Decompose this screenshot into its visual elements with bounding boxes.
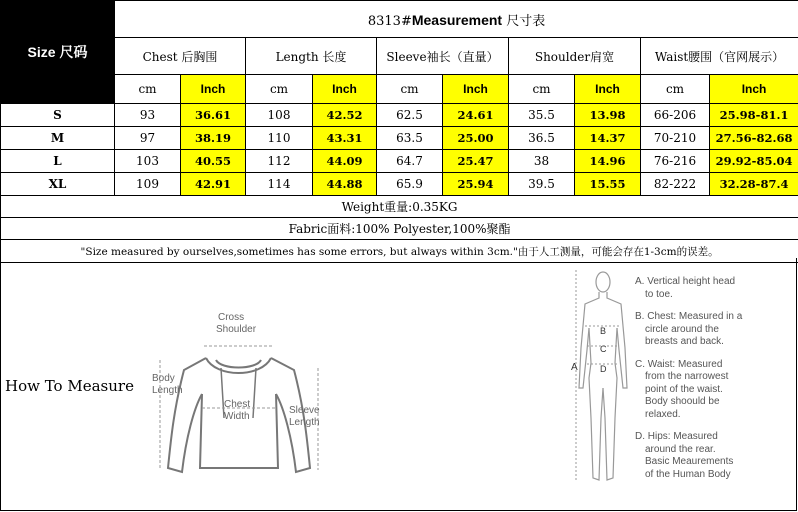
value-cell: 70-210 — [641, 127, 710, 150]
unit-inch: Inch — [181, 75, 246, 104]
how-to-measure-section — [0, 258, 797, 511]
value-cell: 35.5 — [509, 104, 575, 127]
body-point-c: C — [600, 344, 607, 354]
cross-shoulder-label-2: Shoulder — [216, 324, 257, 335]
value-cell: 36.5 — [509, 127, 575, 150]
weight-info: Weight重量:0.35KG — [1, 196, 798, 218]
body-point-b: B — [600, 326, 607, 336]
col-length: Length 长度 — [246, 38, 377, 75]
unit-inch: Inch — [710, 75, 798, 104]
value-cell: 64.7 — [377, 150, 443, 173]
value-cell: 65.9 — [377, 173, 443, 196]
value-cell: 109 — [115, 173, 181, 196]
value-cell: 82-222 — [641, 173, 710, 196]
col-shoulder: Shoulder肩宽 — [509, 38, 641, 75]
value-cell: 66-206 — [641, 104, 710, 127]
measurement-notes — [635, 276, 795, 487]
value-cell: 110 — [246, 127, 313, 150]
value-cell: 40.55 — [181, 150, 246, 173]
value-cell: 93 — [115, 104, 181, 127]
unit-cm: cm — [509, 75, 575, 104]
value-cell: 38.19 — [181, 127, 246, 150]
value-cell: 15.55 — [575, 173, 641, 196]
col-chest: Chest 后胸围 — [115, 38, 246, 75]
sleeve-length-label-1: Sleeve — [289, 405, 320, 416]
body-length-label-1: Body — [152, 373, 175, 384]
unit-cm: cm — [246, 75, 313, 104]
chest-width-label-1: Chest — [224, 399, 251, 410]
value-cell: 108 — [246, 104, 313, 127]
value-cell: 25.00 — [443, 127, 509, 150]
fabric-info: Fabric面料:100% Polyester,100%聚酯 — [1, 218, 798, 240]
value-cell: 25.98-81.1 — [710, 104, 798, 127]
body-point-a: A — [571, 362, 578, 373]
unit-inch: Inch — [575, 75, 641, 104]
value-cell: 25.47 — [443, 150, 509, 173]
value-cell: 112 — [246, 150, 313, 173]
note-chest: B. Chest: Measured in a circle around the breasts and back. — [635, 311, 743, 347]
value-cell: 114 — [246, 173, 313, 196]
disclaimer-note: "Size measured by ourselves,sometimes has some errors, but always within 3cm."由于人工测量，可能会存在1-3cm的误差。 — [1, 240, 798, 263]
body-length-label-2: Length — [152, 385, 183, 396]
size-cell: L — [1, 150, 115, 173]
chart-title: 8313#Measurement 尺寸表 — [115, 1, 798, 38]
size-cell: M — [1, 127, 115, 150]
body-point-d: D — [600, 364, 607, 374]
unit-cm: cm — [377, 75, 443, 104]
cross-shoulder-label-1: Cross — [218, 312, 245, 323]
how-to-measure-label: How To Measure — [5, 377, 134, 395]
value-cell: 42.91 — [181, 173, 246, 196]
value-cell: 24.61 — [443, 104, 509, 127]
sweater-measure-diagram — [146, 298, 336, 498]
table-row — [1, 173, 798, 196]
chest-width-label-2: Width — [224, 411, 250, 422]
size-cell: XL — [1, 173, 115, 196]
unit-cm: cm — [115, 75, 181, 104]
size-cell: S — [1, 104, 115, 127]
value-cell: 13.98 — [575, 104, 641, 127]
value-cell: 25.94 — [443, 173, 509, 196]
unit-inch: Inch — [313, 75, 377, 104]
value-cell: 38 — [509, 150, 575, 173]
value-cell: 42.52 — [313, 104, 377, 127]
value-cell: 39.5 — [509, 173, 575, 196]
size-header: Size 尺码 — [1, 1, 115, 104]
table-row — [1, 104, 798, 127]
note-waist: C. Waist: Measured from the narrowest point of the waist. Body shoould be relaxed. — [635, 358, 729, 420]
value-cell: 62.5 — [377, 104, 443, 127]
value-cell: 14.37 — [575, 127, 641, 150]
note-height: A. Vertical height head to toe. — [635, 276, 736, 300]
table-row — [1, 150, 798, 173]
note-hips: D. Hips: Measured around the rear. Basic Meaurements of the Human Body — [635, 431, 734, 480]
value-cell: 76-216 — [641, 150, 710, 173]
value-cell: 14.96 — [575, 150, 641, 173]
value-cell: 97 — [115, 127, 181, 150]
value-cell: 103 — [115, 150, 181, 173]
col-sleeve: Sleeve袖长（直量） — [377, 38, 509, 75]
value-cell: 29.92-85.04 — [710, 150, 798, 173]
value-cell: 63.5 — [377, 127, 443, 150]
unit-inch: Inch — [443, 75, 509, 104]
human-body-diagram — [571, 268, 631, 498]
value-cell: 36.61 — [181, 104, 246, 127]
value-cell: 44.09 — [313, 150, 377, 173]
col-waist: Waist腰围（官网展示） — [641, 38, 798, 75]
sleeve-length-label-2: Length — [289, 417, 320, 428]
value-cell: 43.31 — [313, 127, 377, 150]
table-row — [1, 127, 798, 150]
value-cell: 44.88 — [313, 173, 377, 196]
unit-cm: cm — [641, 75, 710, 104]
value-cell: 32.28-87.4 — [710, 173, 798, 196]
value-cell: 27.56-82.68 — [710, 127, 798, 150]
